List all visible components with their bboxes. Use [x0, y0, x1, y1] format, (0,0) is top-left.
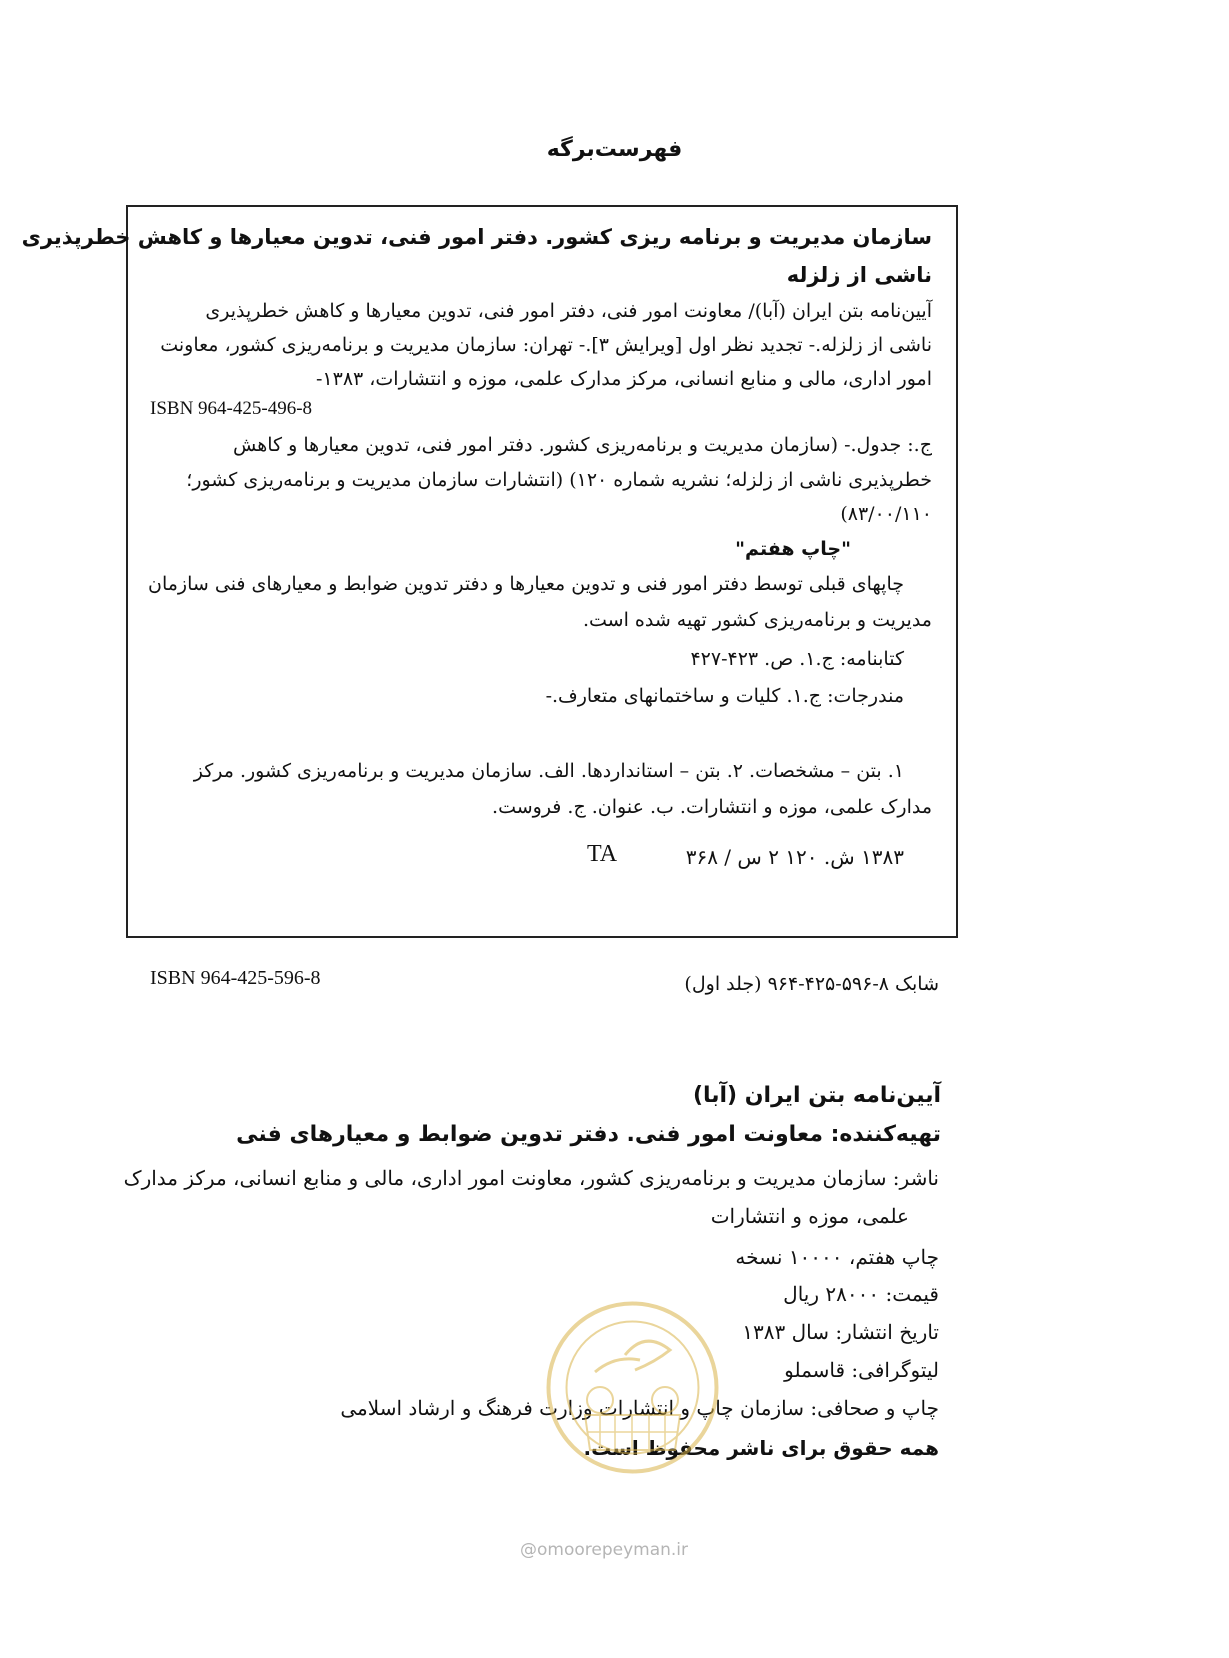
- cip-call-number: ۱۳۸۳ ش. ۱۲۰ ۲ س / ۳۶۸: [685, 845, 904, 869]
- cip-series-line1: ج.: جدول.- (سازمان مدیریت و برنامه‌ریزی کشور. دفتر امور فنی، تدوین معیارها و کاهش: [233, 434, 932, 456]
- publication-rights: همه حقوق برای ناشر محفوظ است.: [583, 1436, 939, 1460]
- cip-title-line2: ناشی از زلزله: [786, 263, 932, 287]
- publication-preparer: تهیه‌کننده: معاونت امور فنی. دفتر تدوین ضوابط و معیارهای فنی: [236, 1122, 941, 1147]
- publication-lithography: لیتوگرافی: قاسملو: [784, 1358, 939, 1382]
- shabak-isbn: شابک ۸-۵۹۶-۴۲۵-۹۶۴ (جلد اول): [684, 973, 939, 995]
- cip-description-line2: ناشی از زلزله.- تجدید نظر اول [ویرایش ۳].- تهران: سازمان مدیریت و برنامه‌ریزی کشور، معاونت: [160, 334, 932, 356]
- cip-notes-line1: چاپهای قبلی توسط دفتر امور فنی و تدوین معیارها و دفتر تدوین ضوابط و معیارهای فنی سازمان: [148, 573, 904, 595]
- publication-price: قیمت: ۲۸۰۰۰ ریال: [783, 1282, 939, 1306]
- cip-contents: مندرجات: ج.۱. کلیات و ساختمانهای متعارف.-: [545, 685, 904, 707]
- cip-call-letters: TA: [587, 841, 618, 867]
- cip-isbn: ISBN 964-425-496-8: [150, 398, 313, 419]
- watermark-stamp-logo: [545, 1300, 720, 1475]
- cip-subjects-line1: ۱. بتن – مشخصات. ۲. بتن – استانداردها. الف. سازمان مدیریت و برنامه‌ریزی کشور. مرکز: [193, 760, 904, 782]
- isbn-standalone: ISBN 964-425-596-8: [150, 967, 321, 989]
- publication-date: تاریخ انتشار: سال ۱۳۸۳: [742, 1320, 939, 1344]
- publication-printing: چاپ و صحافی: سازمان چاپ و انتشارات وزارت فرهنگ و ارشاد اسلامی: [340, 1396, 939, 1420]
- cip-description-line1: آیین‌نامه بتن ایران (آبا)/ معاونت امور فنی، دفتر امور فنی، تدوین معیارها و کاهش خطرپذیری: [205, 300, 932, 322]
- cip-notes-line2: مدیریت و برنامه‌ریزی کشور تهیه شده است.: [582, 609, 932, 631]
- publication-publisher-line2: علمی، موزه و انتشارات: [710, 1204, 909, 1228]
- page-heading: فهرست‌برگه: [546, 137, 683, 162]
- publication-publisher-line1: ناشر: سازمان مدیریت و برنامه‌ریزی کشور، معاونت امور اداری، مالی و منابع انسانی، مرکز مدارک: [123, 1166, 939, 1190]
- watermark-url: @omoorepeyman.ir: [520, 1540, 689, 1560]
- cip-bibliography: کتابنامه: ج.۱. ص. ۴۲۳-۴۲۷: [690, 648, 904, 670]
- cip-title-line1: سازمان مدیریت و برنامه ریزی کشور. دفتر امور فنی، تدوین معیارها و کاهش خطرپذیری: [21, 225, 932, 249]
- cip-record-box: [21, 205, 958, 938]
- cip-print-edition: "چاپ هفتم": [735, 538, 851, 560]
- cip-series-line3: ۸۳/۰۰/۱۱۰): [840, 503, 932, 525]
- cip-series-line2: خطرپذیری ناشی از زلزله؛ نشریه شماره ۱۲۰) (انتشارات سازمان مدیریت و برنامه‌ریزی کشور؛: [186, 469, 932, 491]
- cip-subjects-line2: مدارک علمی، موزه و انتشارات. ب. عنوان. ج. فروست.: [492, 796, 932, 818]
- publication-title: آیین‌نامه بتن ایران (آبا): [692, 1083, 941, 1108]
- cip-description-line3: امور اداری، مالی و منابع انسانی، مرکز مدارک علمی، موزه و انتشارات، ۱۳۸۳-: [316, 368, 932, 390]
- publication-edition: چاپ هفتم، ۱۰۰۰۰ نسخه: [735, 1245, 939, 1269]
